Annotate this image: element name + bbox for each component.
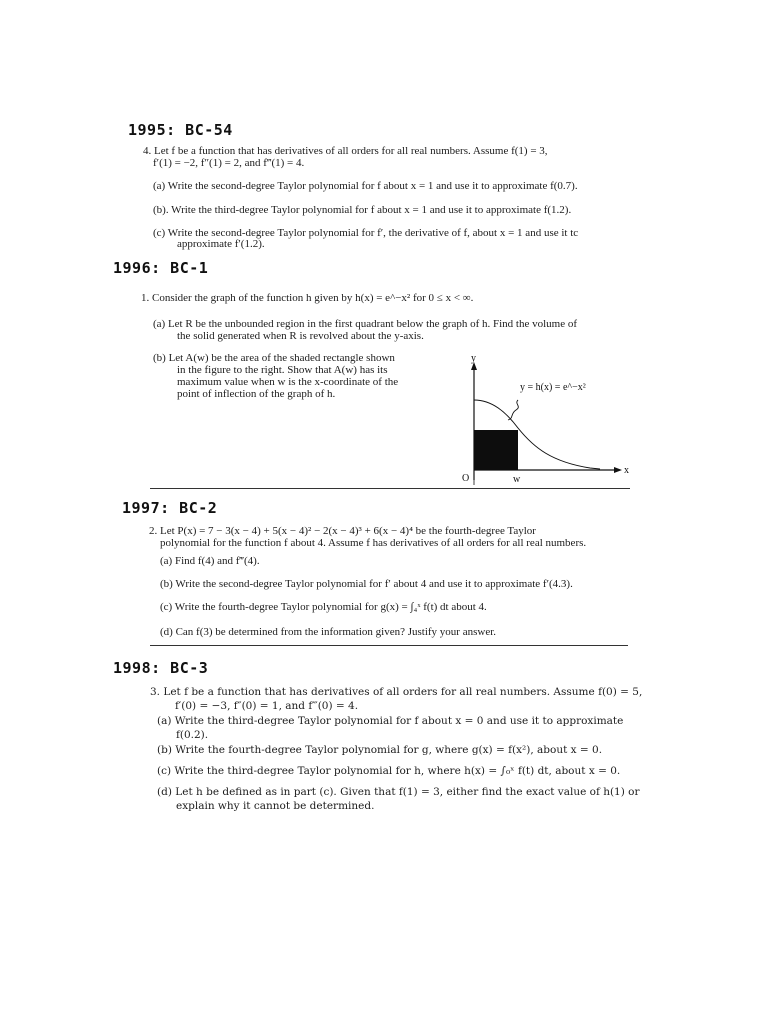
rectangle-under-curve-figure [440,350,640,490]
divider-1996 [150,488,630,489]
problem-1998-part-c: (c) Write the third-degree Taylor polynomial for h, where h(x) = ∫₀ˣ f(t) dt, about x = 0. [157,765,621,777]
curve-pointer [508,400,518,420]
heading-1998: 1998: BC-3 [113,659,209,677]
problem-1997-stem-cont: polynomial for the function f about 4. Assume f has derivatives of all orders for all real numbers. [160,537,587,549]
problem-1997-part-b: (b) Write the second-degree Taylor polynomial for f′ about 4 and use it to approximate f′(4.3). [160,578,573,590]
x-axis-arrow [614,467,622,473]
problem-1996-part-b-cont1: in the figure to the right. Show that A(w) has its [177,364,388,376]
problem-1997-part-a: (a) Find f(4) and f‴(4). [160,555,260,567]
problem-1995-part-b: (b). Write the third-degree Taylor polynomial for f about x = 1 and use it to approximate f(1.2). [153,204,572,216]
problem-1998-part-a-cont: f(0.2). [176,729,209,741]
problem-1996-part-a: (a) Let R be the unbounded region in the first quadrant below the graph of h. Find the volume of [153,318,578,330]
problem-1996-part-b: (b) Let A(w) be the area of the shaded rectangle shown [153,352,395,364]
problem-1998-stem: 3. Let f be a function that has derivatives of all orders for all real numbers. Assume f(0) = 5, [150,686,643,698]
problem-1995-stem: 4. Let f be a function that has derivatives of all orders for all real numbers. Assume f(1) = 3, [143,145,548,157]
heading-1995: 1995: BC-54 [128,121,233,139]
origin-label: O [462,473,470,484]
divider-1997 [150,645,628,646]
problem-1996-part-b-cont2: maximum value when w is the x-coordinate of the [177,376,399,388]
curve-label: y = h(x) = e^−x² [520,382,586,393]
problem-1996-part-b-cont3: point of inflection of the graph of h. [177,388,336,400]
problem-1997-part-d: (d) Can f(3) be determined from the information given? Justify your answer. [160,626,497,638]
problem-1998-part-d: (d) Let h be defined as in part (c). Given that f(1) = 3, either find the exact value of h(1) or [157,786,640,798]
x-axis-label: x [624,465,629,476]
problem-1995-part-c-cont: approximate f′(1.2). [177,238,265,250]
problem-1995-part-c: (c) Write the second-degree Taylor polynomial for f′, the derivative of f, about x = 1 and use it tc [153,227,579,239]
heading-1997: 1997: BC-2 [122,499,218,517]
problem-1998-stem-cont: f′(0) = −3, f″(0) = 1, and f‴(0) = 4. [175,700,359,712]
problem-1997-stem: 2. Let P(x) = 7 − 3(x − 4) + 5(x − 4)² − 2(x − 4)³ + 6(x − 4)⁴ be the fourth-degree Taylor [149,525,536,537]
problem-1996-part-a-cont: the solid generated when R is revolved about the y-axis. [177,330,424,342]
w-label: w [513,474,521,485]
shaded-rectangle [474,430,518,470]
problem-1996-stem: 1. Consider the graph of the function h given by h(x) = e^−x² for 0 ≤ x < ∞. [141,292,474,304]
problem-1998-part-d-cont: explain why it cannot be determined. [176,800,375,812]
heading-1996: 1996: BC-1 [113,259,209,277]
problem-1995-part-a: (a) Write the second-degree Taylor polynomial for f about x = 1 and use it to approximate f(0.7). [153,180,578,192]
problem-1998-part-a: (a) Write the third-degree Taylor polynomial for f about x = 0 and use it to approximate [157,715,624,727]
problem-1998-part-b: (b) Write the fourth-degree Taylor polynomial for g, where g(x) = f(x²), about x = 0. [157,744,603,756]
problem-1995-stem-cont: f′(1) = −2, f″(1) = 2, and f‴(1) = 4. [153,157,305,169]
problem-1997-part-c: (c) Write the fourth-degree Taylor polynomial for g(x) = ∫₄ˣ f(t) dt about 4. [160,601,487,613]
y-axis-label: y [471,353,476,364]
